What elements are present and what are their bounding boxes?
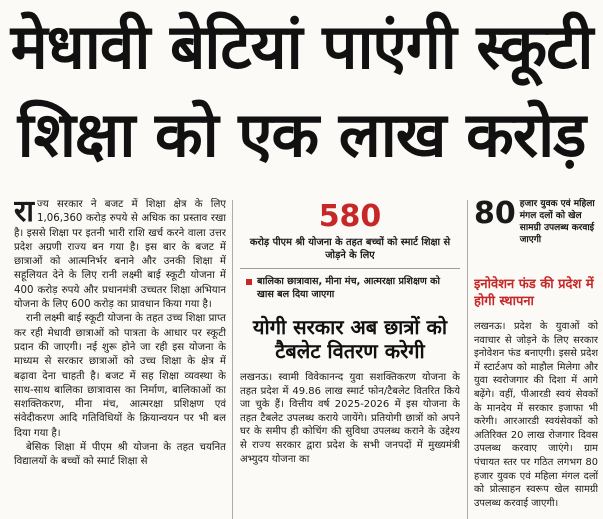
middle-column bbox=[240, 198, 460, 519]
headline-line-2: शिक्षा को एक लाख करोड़ bbox=[17, 98, 586, 171]
right-column bbox=[474, 198, 598, 519]
square-bullet-icon bbox=[246, 279, 252, 285]
right-article-body: लखनऊ। प्रदेश के युवाओं को नवाचार से जोड़ने के लिए सरकार इनोवेशन फंड बनाएगी। इससे प्रदेश में स्टार्टअप को माहौल मिलेगा और युवा स्वरोजगार की दिशा में आगे बढ़ेंगे। वहीं, पीआरडी स्वयं सेवकों के मानदेय में सरकार इजाफा भी करेगी। आरआरडी स्वयंसेवकों को अतिरिक्त 20 लाख रोजगार दिवस उपलब्ध करवाए जाएंगे। ग्राम पंचायत स्तर पर गठित लगभग 80 हजार युवक एवं महिला मंगल दलों को प्रोत्साहन स्वरूप खेल सामग्री उपलब्ध करवाई जाएगी। bbox=[474, 321, 598, 509]
bullet-point bbox=[240, 275, 460, 301]
right-highlight-blurb: हजार युवक एवं महिला मंगल दलों को खेल सामग्री उपलब्ध करवाई जाएगी bbox=[519, 199, 595, 245]
left-paragraph-2: रानी लक्ष्मी बाई स्कूटी योजना के तहत उच्च शिक्षा प्राप्त कर रही मेधावी छात्राओं को पात्रता के आधार पर स्कूटी प्रदान की जाएगी। नई शुरू होने जा रही इस योजना के माध्यम से सरकार छात्राओं को उच्च शिक्षा के क्षेत्र में बढ़ावा देना चाहती है। बजट में सह शिक्षा व्यवस्था के साथ-साथ बालिका छात्रावास का निर्माण, बालिकाओं का सशक्तिकरण, मीना मंच, आत्मरक्षा प्रशिक्षण एवं संवेदीकरण आदि गतिविधियों के क्रियान्वयन पर भी बल दिया गया है। bbox=[14, 313, 226, 439]
headline-line-1: मेधावी बेटियां पाएंगी स्कूटी bbox=[10, 10, 593, 83]
drop-cap: रा bbox=[14, 198, 35, 229]
left-paragraph-1: ज्य सरकार ने बजट में शिक्षा क्षेत्र के लिए 1,06,360 करोड़ रुपये से अधिक का प्रस्ताव रखा है। इससे शिक्षा पर इतनी भारी राशि खर्च करने वाला उत्तर प्रदेश अग्रणी राज्य बन गया है। इस बार के बजट में छात्राओं को आत्मनिर्भर बनाने और उनकी शिक्षा में सहूलियत देने के लिए रानी लक्ष्मी बाई स्कूटी योजना में 400 करोड़ रुपये और प्रधानमंत्री उच्चतर शिक्षा अभियान योजना के लिए 600 करोड़ का प्रावधान किया गया है। bbox=[14, 199, 226, 311]
divider bbox=[240, 268, 460, 269]
highlight-number: 580 bbox=[318, 199, 382, 234]
column-divider bbox=[467, 200, 468, 519]
left-column bbox=[14, 198, 226, 519]
right-highlight bbox=[474, 198, 598, 246]
sub-headline: योगी सरकार अब छात्रों को टैबलेट वितरण करेगी bbox=[252, 315, 448, 363]
bullet-text: बालिका छात्रावास, मीना मंच, आत्मरक्षा प्रशिक्षण को खास बल दिया जाएगा bbox=[257, 276, 440, 300]
right-highlight-number: 80 bbox=[474, 198, 516, 231]
right-sub-headline: इनोवेशन फंड की प्रदेश में होगी स्थापना bbox=[474, 277, 594, 309]
middle-article-body: लखनऊ। स्वामी विवेकानन्द युवा सशक्तिकरण योजना के तहत प्रदेश में 49.86 लाख स्मार्ट फोन/टैबलेट वितरित किये जा चुके हैं। वित्तीय वर्ष 2025-2026 में इस योजना के तहत टैबलेट उपलब्ध कराये जायेंगे। प्रतियोगी छात्रों को अपने घर के समीप ही कोचिंग की सुविधा उपलब्ध कराने के उद्देश्य से राज्य सरकार द्वारा प्रदेश के सभी जनपदों में मुख्यमंत्री अभ्युदय योजना का bbox=[240, 372, 460, 465]
highlight-blurb: करोड़ पीएम श्री योजना के तहत बच्चों को स्मार्ट शिक्षा से जोड़ने के लिए bbox=[249, 237, 451, 261]
left-paragraph-3: बेसिक शिक्षा में पीएम श्री योजना के तहत चयनित विद्यालयों के बच्चों को स्मार्ट शिक्षा से bbox=[14, 442, 226, 468]
column-divider bbox=[232, 200, 233, 519]
